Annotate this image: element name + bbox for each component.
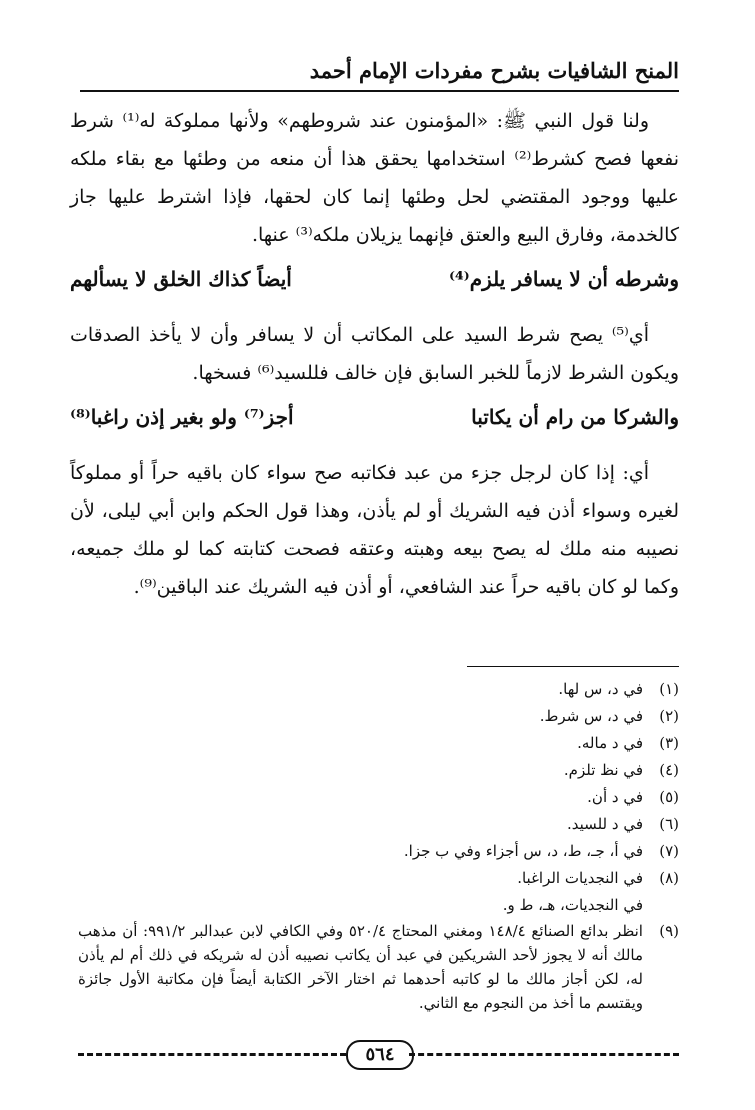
footnotes [78,676,679,1015]
footnote-number: (١) [659,680,679,698]
footnote-text: في النجديات، هـ، ط و. [502,896,643,914]
verse-1-first-hemistich: وشرطه أن لا يسافر يلزم⁽⁴⁾ [449,267,679,291]
footnote-text: في د ماله. [577,734,643,752]
running-head: المنح الشافيات بشرح مفردات الإمام أحمد [309,58,679,83]
paragraph-1: ولنا قول النبي ﷺ: «المؤمنون عند شروطهم» ولأنها مملوكة له⁽¹⁾ شرط نفعها فصح كشرط⁽²⁾ استخدامها يحقق هذا أن منعه من وطئها مع بقاء ملكه عليها ووجود المقتضي لحل وطئها إنما كان لحقها، فإذا اشترط عليها جاز كالخدمة، وفارق البيع والعتق فإنهما يزيلان ملكه⁽³⁾ عنها. [70,110,679,246]
footnote-number: (٢) [659,707,679,725]
paragraph-3: أي: إذا كان لرجل جزء من عبد فكاتبه صح سواء كان باقيه حراً أو مملوكاً لغيره وسواء أذن فيه الشريك أو لم يأذن، وهذا قول الحكم وابن أبي ليلى، لأن نصيبه منه ملك له يصح بيعه وهبته وعتقه فصحت كتابته كما لو ملك جميعه، وكما لو كان باقيه حراً عند الشافعي، أو أذن فيه الشريك عند الباقين⁽⁹⁾. [70,462,679,598]
footer-dashed-rule-right [409,1053,679,1056]
verse-2-first-hemistich: والشركا من رام أن يكاتبا [471,405,679,429]
footnote-1 [78,676,679,703]
footnote-2 [78,703,679,730]
footnote-number: (٧) [659,842,679,860]
verse-2 [70,400,679,434]
verse-1 [70,262,679,296]
footnote-text: انظر بدائع الصنائع ١٤٨/٤ ومغني المحتاج ٥٢٠/٤ وفي الكافي لابن عبدالبر ٩٩١/٢: أن مذهب مالك أنه لا يجوز لأحد الشريكين في عبد أن يكاتب نصيبه أذن له شريكه في ذلك أم لم يأذن له، لكن أجاز مالك ما لو كاتبه أحدهما ثم اختار الآخر الكتابة أيضاً فإن مكاتبة الأول جائزة ويقتسم ما أخذ من النجوم مع الثاني. [78,922,643,1012]
footnote-number: (٩) [659,922,679,940]
footnote-text: في د للسيد. [567,815,643,833]
main-text [70,102,679,614]
footer-dashed-rule-left [78,1053,346,1056]
footnote-4 [78,757,679,784]
footnote-text: في د، س شرط. [539,707,643,725]
footnote-9 [78,919,679,1015]
page-number: ٥٦٤ [346,1040,414,1070]
footnote-text: في النجديات الراغبا. [517,869,643,887]
verse-1-second-hemistich: أيضاً كذاك الخلق لا يسألهم [70,267,292,291]
footnote-8 [78,865,679,892]
footnote-3 [78,730,679,757]
footnote-separator [467,666,679,667]
footnote-number: (٨) [659,869,679,887]
page-footer [78,1040,679,1070]
footnote-text: في د، س لها. [558,680,643,698]
footnote-6 [78,811,679,838]
footnote-number: (٣) [659,734,679,752]
footnote-number: (٦) [659,815,679,833]
footnote-number: (٤) [659,761,679,779]
footnote-7 [78,838,679,865]
footnote-text: في د أن. [587,788,643,806]
footnote-8-continued [78,892,679,919]
footnote-number: (٥) [659,788,679,806]
footnote-text: في نظ تلزم. [563,761,643,779]
header-rule [80,90,679,92]
footnote-text: في أ، جـ، ط، د، س أجزاء وفي ب جزا. [403,842,643,860]
verse-2-second-hemistich: أجز⁽⁷⁾ ولو بغير إذن راغبا⁽⁸⁾ [70,405,294,429]
paragraph-2: أي⁽⁵⁾ يصح شرط السيد على المكاتب أن لا يسافر وأن لا يأخذ الصدقات ويكون الشرط لازماً للخبر السابق فإن خالف فللسيد⁽⁶⁾ فسخها. [70,324,679,384]
footnote-5 [78,784,679,811]
